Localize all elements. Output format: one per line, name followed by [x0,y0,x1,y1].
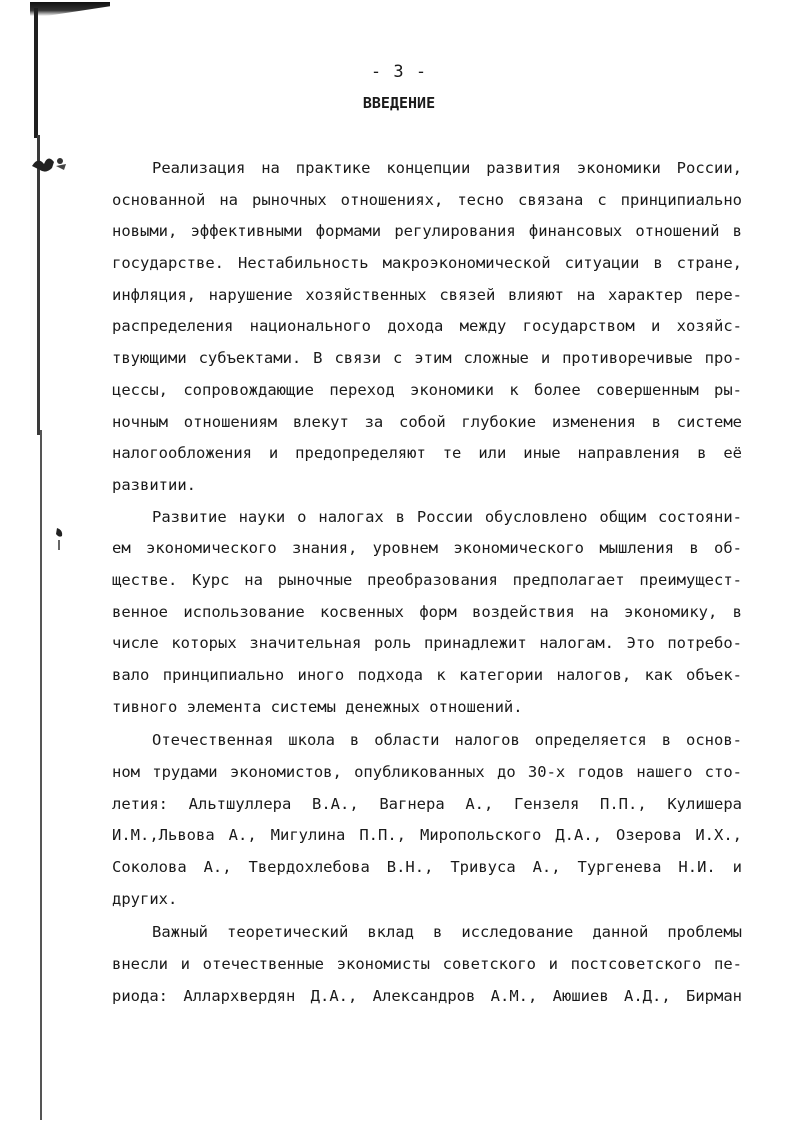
text-line: Соколова А., Твердохлебова В.Н., Тривуса А., Тургенева Н.И. и [112,858,742,876]
text-line: государстве. Нестабильность макроэкономической ситуации в стране, [112,254,742,272]
binding-edge-top [30,2,110,16]
text-line: числе которых значительная роль принадлежит налогам. Это потребо- [112,634,742,652]
text-line: ем экономического знания, уровнем экономического мышления в об- [112,539,742,557]
text-line: тивного элемента системы денежных отношений. [112,698,523,716]
section-heading: ВВЕДЕНИЕ [362,94,436,112]
text-line: Важный теоретический вклад в исследование данной проблемы [152,923,742,941]
text-line: И.М.,Львова А., Мигулина П.П., Миропольского Д.А., Озерова И.Х., [112,826,742,844]
text-line: ночным отношениям влекут за собой глубокие изменения в системе [112,413,742,431]
text-line: вало принципиально иного подхода к категории налогов, как объек- [112,666,742,684]
text-line: ществе. Курс на рыночные преобразования предполагает преимущест- [112,571,742,589]
text-line: твующими субъектами. В связи с этим сложные и противоречивые про- [112,349,742,367]
text-line: Реализация на практике концепции развития экономики России, [152,159,742,177]
page-number: - 3 - [370,62,428,82]
binding-edge-line-lower [37,135,40,435]
text-line: налогообложения и предопределяют те или иные направления в её [112,444,742,462]
text-line: летия: Альтшуллера В.А., Вагнера А., Гензеля П.П., Кулишера [112,795,742,813]
text-line: других. [112,890,178,908]
text-line: Развитие науки о налогах в России обусловлено общим состояни- [152,508,742,526]
binding-edge-line-bottom [40,430,42,1120]
text-line: венное использование косвенных форм воздействия на экономику, в [112,603,742,621]
text-line: внесли и отечественные экономисты советского и постсоветского пе- [112,955,742,973]
text-line: инфляция, нарушение хозяйственных связей влияют на характер пере- [112,286,742,304]
text-line: Отечественная школа в области налогов определяется в основ- [152,731,742,749]
binding-hole-mark-icon [30,152,72,178]
binding-hole-mark-icon [53,526,67,552]
text-line: распределения национального дохода между государством и хозяйс- [112,317,742,335]
text-line: риода: Аллархвердян Д.А., Александров А.М., Аюшиев А.Д., Бирман [112,987,742,1005]
text-line: цессы, сопровождающие переход экономики к более совершенным ры- [112,381,742,399]
text-line: новыми, эффективными формами регулирования финансовых отношений в [112,222,742,240]
text-line: ном трудами экономистов, опубликованных до 30-х годов нашего сто- [112,763,742,781]
text-line: развитии. [112,476,196,494]
text-line: основанной на рыночных отношениях, тесно связана с принципиально [112,191,742,209]
